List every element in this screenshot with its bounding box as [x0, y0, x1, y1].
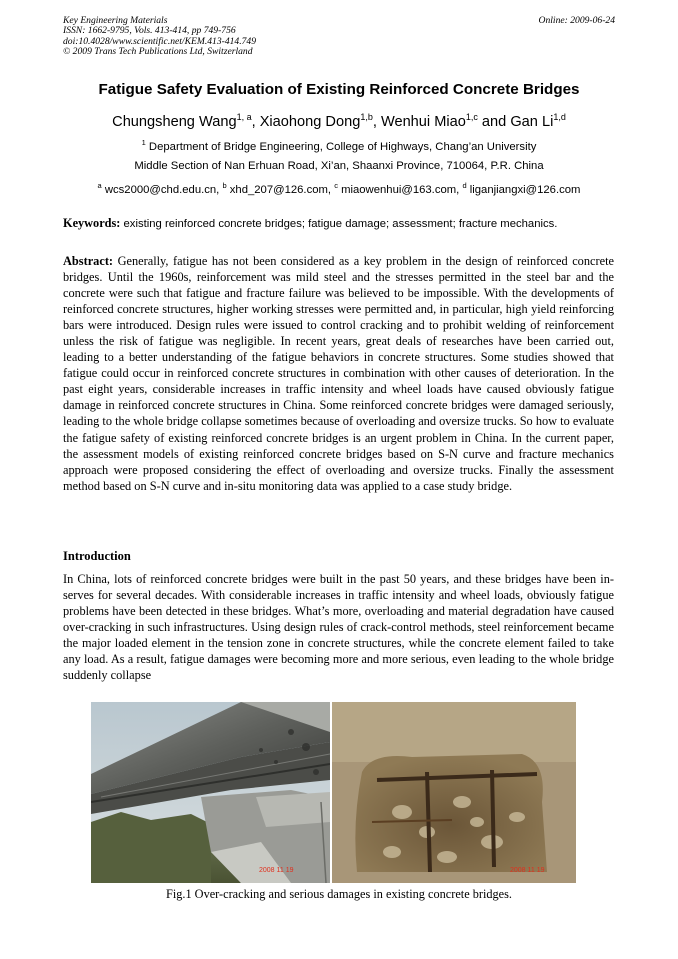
- author-superscript: 1, a: [236, 112, 252, 122]
- introduction-text: In China, lots of reinforced concrete bridges were built in the past 50 years, and these bridges have been in-serves for several decades. With considerable increases in traffic intensity and wheel loads, obviously fatigue problems have been detected in these bridges. What’s more, overloading and material degradation have caused over-cracking in such infrastructures. Using design rules of crack-control methods, steel reinforcement became the major loaded element in the tension zone in concrete structures, while the concrete element failed to take any load. As a result, fatigue damages were becoming more and more serious, even leading to the whole bridge suddenly collapse: [63, 572, 614, 683]
- author-name: Gan Li: [510, 113, 554, 130]
- online-date: Online: 2009-06-24: [538, 15, 615, 26]
- figure-caption: Fig.1 Over-cracking and serious damages in existing concrete bridges.: [165, 887, 512, 901]
- author-list: Chungsheng Wang$^{1, a}$, Xiaohong Dong$^{1,b}$, Wenhui Miao$^{1,c}$ and Gan Li$^{1,d}$: [112, 112, 566, 130]
- affiliation-line-2: Middle Section of Nan Erhuan Road, Xi’an, Shaanxi Province, 710064, P.R. China: [134, 160, 544, 172]
- author-name: Chungsheng Wang: [112, 113, 237, 130]
- introduction-heading: Introduction: [63, 549, 131, 563]
- author-superscript: 1,c: [465, 112, 478, 122]
- journal-name: Key Engineering Materials: [63, 15, 168, 26]
- author-superscript: 1,d: [553, 112, 566, 122]
- keywords-text: existing reinforced concrete bridges; fatigue damage; assessment; fracture mechanics.: [120, 218, 558, 230]
- abstract-label: Abstract:: [63, 254, 114, 268]
- abstract-text: Generally, fatigue has not been considered as a key problem in the design of reinforced concrete bridges. Until the 1960s, reinforcement was mild steel and the stresses permitted in the steel bar and the concrete were such that fatigue and fracture failure was believed to be impossible. With the developments of reinforced concrete structures, higher working stresses were permitted and, in particular, high yield reinforcing bars were introduced. Design rules were issued to control cracking and to prohibit welding of reinforcement unless the risk of fatigue was negligible. In recent years, great deals of researches have been carried out, leading to a better understanding of the fatigue behaviors in concrete structures. Some studies showed that fatigue could occur in reinforced concrete structures in combination with other causes of deterioration. In the past eight years, considerable increases in traffic intensity and wheel loads have caused obviously fatigue damage in reinforced concrete structures in China. Some reinforced concrete bridges were damaged seriously, leading to the whole bridge collapse sometimes because of overloading and oversize trucks. So how to evaluate the fatigue safety of existing reinforced concrete bridges is an urgent problem in China. In the current paper, the assessment models of existing reinforced concrete bridges based on S-N curve and fracture mechanics approach were proposed considering the effect of overloading and oversize trucks. Finally the assessment method based on S-N curve and in-situ monitoring data was applied to a case study bridge.: [63, 254, 614, 493]
- keywords-label: Keywords:: [63, 216, 121, 230]
- photo-date-stamp: 2008 11 19: [510, 867, 545, 874]
- affiliation-line-1: $^1$ Department of Bridge Engineering, College of Highways, Chang’an University: [141, 138, 537, 153]
- keywords: [63, 216, 623, 231]
- figure-1: [91, 702, 576, 883]
- email-address: miaowenhui@163.com,: [337, 183, 463, 196]
- email-address: liganjiangxi@126.com: [466, 183, 581, 196]
- email-address: wcs2000@chd.edu.cn,: [101, 183, 223, 196]
- issn-line: ISSN: 1662-9795, Vols. 413-414, pp 749-756: [63, 25, 236, 37]
- author-name: Wenhui Miao: [380, 113, 466, 130]
- abstract: [63, 253, 614, 494]
- photo-date-stamp: 2008 11 19: [259, 867, 294, 874]
- bridge-underside-photo: [91, 702, 330, 883]
- journal-header: [63, 16, 256, 58]
- doi-line: doi:10.4028/www.scientific.net/KEM.413-414.749: [63, 35, 257, 47]
- copyright-line: © 2009 Trans Tech Publications Ltd, Switzerland: [63, 46, 253, 58]
- paper-title: Fatigue Safety Evaluation of Existing Reinforced Concrete Bridges: [98, 81, 580, 98]
- email-address: xhd_207@126.com,: [226, 183, 335, 196]
- author-name: Xiaohong Dong: [259, 113, 361, 130]
- exposed-reinforcement-photo: [332, 702, 576, 883]
- author-superscript: 1,b: [360, 112, 373, 122]
- email-list: $^a$ wcs2000@chd.edu.cn, $^b$ xhd_207@126.com, $^c$ miaowenhui@163.com, $^d$ liganjiangxi@126.com: [97, 181, 581, 196]
